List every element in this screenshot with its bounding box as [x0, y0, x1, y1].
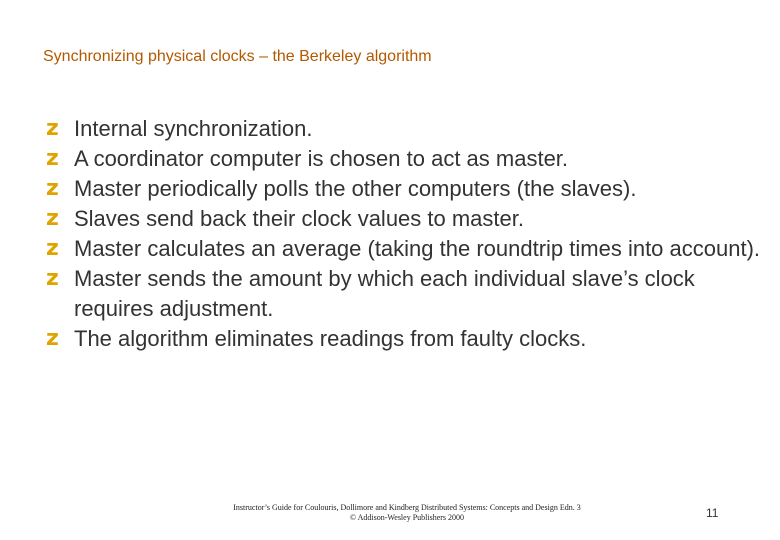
bullet-item — [46, 204, 766, 234]
bullet-marker-icon: z — [46, 326, 59, 351]
bullet-marker-icon: z — [46, 206, 59, 231]
footer-line-1: Instructor’s Guide for Coulouris, Dollimore and Kindberg Distributed Systems: Concepts and Design Edn. 3 — [233, 503, 581, 512]
bullet-marker-icon: z — [46, 266, 59, 291]
bullet-text: Internal synchronization. — [74, 116, 313, 141]
bullet-text: Slaves send back their clock values to master. — [74, 206, 524, 231]
bullet-text: Master periodically polls the other computers (the slaves). — [74, 176, 637, 201]
bullet-marker-icon: z — [46, 176, 59, 201]
bullet-item — [46, 114, 766, 144]
bullet-text: Master sends the amount by which each individual slave’s clock requires adjustment. — [74, 266, 695, 321]
bullet-text: A coordinator computer is chosen to act as master. — [74, 146, 569, 171]
footer-credit — [222, 503, 592, 523]
slide-title: Synchronizing physical clocks – the Berkeley algorithm — [43, 48, 432, 65]
bullet-item — [46, 264, 766, 324]
bullet-item — [46, 174, 766, 204]
footer-line-2: © Addison-Wesley Publishers 2000 — [349, 513, 465, 522]
page-number: 11 — [706, 506, 719, 520]
bullet-item — [46, 324, 766, 354]
bullet-list — [46, 114, 766, 354]
bullet-text: Master calculates an average (taking the roundtrip times into account). — [74, 236, 761, 261]
bullet-marker-icon: z — [46, 236, 59, 261]
bullet-text: The algorithm eliminates readings from faulty clocks. — [74, 326, 587, 351]
bullet-item — [46, 144, 766, 174]
bullet-item — [46, 234, 766, 264]
bullet-marker-icon: z — [46, 146, 59, 171]
bullet-marker-icon: z — [46, 116, 59, 141]
